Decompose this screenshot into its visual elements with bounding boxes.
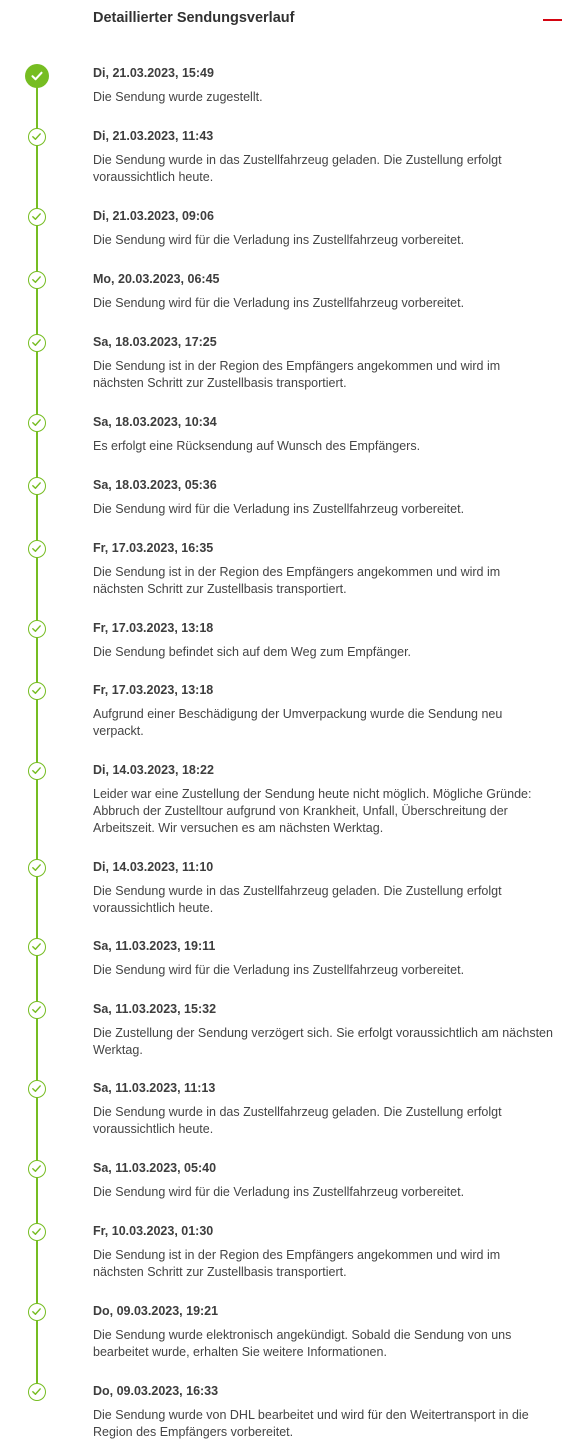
check-icon: [28, 1223, 46, 1241]
event-description: Die Sendung wurde in das Zustellfahrzeug geladen. Die Zustellung erfolgt voraussichtlich heute.: [93, 884, 502, 915]
event-date: Sa, 18.03.2023, 10:34: [93, 415, 217, 429]
event-description: Aufgrund einer Beschädigung der Umverpackung wurde die Sendung neu verpackt.: [93, 707, 503, 738]
event-date: Fr, 17.03.2023, 13:18: [93, 683, 214, 697]
event-date: Sa, 11.03.2023, 11:13: [93, 1081, 216, 1095]
event-description: Die Sendung wurde elektronisch angekündigt. Sobald die Sendung von uns bearbeitet wurde, erhalten Sie weitere Informationen.: [93, 1328, 512, 1359]
check-icon: [28, 540, 46, 558]
event-description: Leider war eine Zustellung der Sendung heute nicht möglich. Mögliche Gründe: Abbruch der Zustelltour aufgrund von Krankheit, Unfall, Überschreitung der Arbeitszeit. Wir versuchen es am nächsten Werktag.: [93, 787, 532, 835]
check-icon: [28, 1001, 46, 1019]
event-date: Di, 21.03.2023, 15:49: [93, 66, 214, 80]
event-date: Di, 21.03.2023, 11:43: [93, 129, 214, 143]
event-description: Die Sendung wird für die Verladung ins Zustellfahrzeug vorbereitet.: [93, 296, 465, 310]
check-icon: [28, 938, 46, 956]
event-description: Die Sendung wurde zugestellt.: [93, 90, 263, 104]
event-description: Die Sendung wird für die Verladung ins Zustellfahrzeug vorbereitet.: [93, 1185, 465, 1199]
check-icon: [28, 1383, 46, 1401]
check-icon: [28, 620, 46, 638]
event-date: Sa, 11.03.2023, 15:32: [93, 1002, 217, 1016]
check-icon: [28, 682, 46, 700]
event-description: Die Sendung wird für die Verladung ins Zustellfahrzeug vorbereitet.: [93, 233, 465, 247]
check-icon: [28, 1303, 46, 1321]
event-description: Die Sendung wurde von DHL bearbeitet und wird für den Weitertransport in die Region des Empfängers vorbereitet.: [93, 1408, 529, 1439]
event-description: Die Sendung ist in der Region des Empfängers angekommen und wird im nächsten Schritt zur Zustellbasis transportiert.: [93, 359, 501, 390]
event-description: Die Zustellung der Sendung verzögert sich. Sie erfolgt voraussichtlich am nächsten Werktag.: [93, 1026, 553, 1057]
event-date: Di, 21.03.2023, 09:06: [93, 209, 214, 223]
event-description: Die Sendung ist in der Region des Empfängers angekommen und wird im nächsten Schritt zur Zustellbasis transportiert.: [93, 565, 501, 596]
check-icon: [28, 334, 46, 352]
check-icon: [28, 1080, 46, 1098]
event-date: Sa, 11.03.2023, 19:11: [93, 939, 216, 953]
event-description: Die Sendung wird für die Verladung ins Zustellfahrzeug vorbereitet.: [93, 502, 465, 516]
event-description: Die Sendung wird für die Verladung ins Zustellfahrzeug vorbereitet.: [93, 963, 465, 977]
event-description: Die Sendung wurde in das Zustellfahrzeug geladen. Die Zustellung erfolgt voraussichtlich heute.: [93, 1105, 502, 1136]
check-icon: [28, 1160, 46, 1178]
check-icon: [28, 271, 46, 289]
event-date: Fr, 10.03.2023, 01:30: [93, 1224, 214, 1238]
check-icon: [28, 128, 46, 146]
event-date: Do, 09.03.2023, 19:21: [93, 1304, 219, 1318]
event-date: Fr, 17.03.2023, 16:35: [93, 541, 214, 555]
event-date: Do, 09.03.2023, 16:33: [93, 1384, 219, 1398]
check-icon: [28, 208, 46, 226]
event-description: Es erfolgt eine Rücksendung auf Wunsch des Empfängers.: [93, 439, 421, 453]
check-circle-icon: [25, 64, 49, 88]
event-date: Di, 14.03.2023, 18:22: [93, 763, 214, 777]
check-icon: [28, 762, 46, 780]
event-description: Die Sendung befindet sich auf dem Weg zum Empfänger.: [93, 645, 412, 659]
event-date: Di, 14.03.2023, 11:10: [93, 860, 214, 874]
event-date: Sa, 18.03.2023, 17:25: [93, 335, 217, 349]
event-date: Sa, 11.03.2023, 05:40: [93, 1161, 217, 1175]
event-description: Die Sendung ist in der Region des Empfängers angekommen und wird im nächsten Schritt zur Zustellbasis transportiert.: [93, 1248, 501, 1279]
event-description: Die Sendung wurde in das Zustellfahrzeug geladen. Die Zustellung erfolgt voraussichtlich heute.: [93, 153, 502, 184]
page-title: Detaillierter Sendungsverlauf: [93, 10, 295, 26]
event-date: Mo, 20.03.2023, 06:45: [93, 272, 220, 286]
check-icon: [28, 859, 46, 877]
event-date: Fr, 17.03.2023, 13:18: [93, 621, 214, 635]
event-date: Sa, 18.03.2023, 05:36: [93, 478, 217, 492]
check-icon: [28, 414, 46, 432]
check-icon: [28, 477, 46, 495]
